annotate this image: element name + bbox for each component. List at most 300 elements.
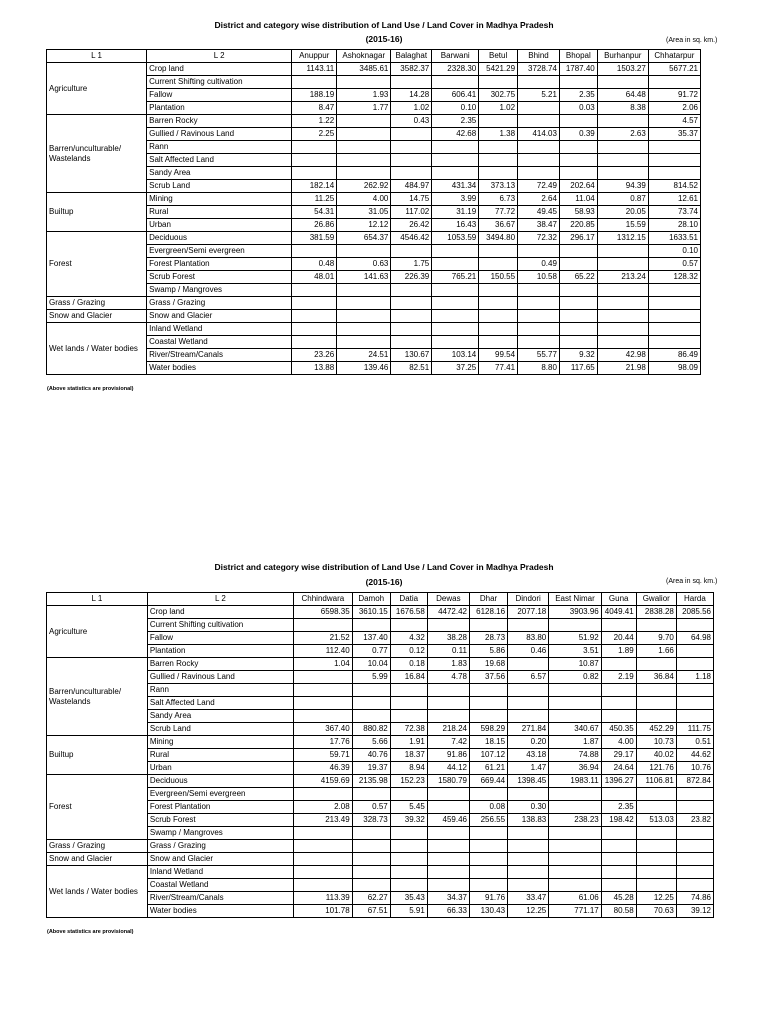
data-cell: 139.46 xyxy=(337,362,391,375)
data-cell xyxy=(559,323,597,336)
data-cell: 5677.21 xyxy=(648,63,700,76)
l1-category-barren-unculturable-wastelands: Barren/unculturable/ Wastelands xyxy=(47,658,148,736)
l1-category-snow-and-glacier: Snow and Glacier xyxy=(47,310,147,323)
data-cell: 94.39 xyxy=(597,180,648,193)
data-cell xyxy=(427,801,469,814)
data-cell xyxy=(636,684,676,697)
data-cell: 0.48 xyxy=(292,258,337,271)
data-cell xyxy=(648,154,700,167)
l2-label-river-stream-canals: River/Stream/Canals xyxy=(147,349,292,362)
data-cell: 13.88 xyxy=(292,362,337,375)
data-cell: 1580.79 xyxy=(427,775,469,788)
data-cell: 1.18 xyxy=(676,671,713,684)
data-cell: 10.58 xyxy=(518,271,560,284)
table-row xyxy=(47,63,701,76)
data-cell: 19.37 xyxy=(352,762,390,775)
data-cell xyxy=(601,853,636,866)
district-header-balaghat: Balaghat xyxy=(391,50,432,63)
data-cell: 0.46 xyxy=(508,645,549,658)
data-cell xyxy=(469,619,507,632)
data-cell: 0.77 xyxy=(352,645,390,658)
data-cell: 296.17 xyxy=(559,232,597,245)
data-cell: 117.02 xyxy=(391,206,432,219)
data-cell: 450.35 xyxy=(601,723,636,736)
data-cell: 340.67 xyxy=(549,723,601,736)
data-cell xyxy=(508,619,549,632)
data-cell: 1787.40 xyxy=(559,63,597,76)
data-cell xyxy=(432,76,479,89)
district-header-betul: Betul xyxy=(479,50,518,63)
table2-note: (Above statistics are provisional) xyxy=(47,929,134,935)
data-cell xyxy=(601,866,636,879)
data-cell xyxy=(292,310,337,323)
data-cell: 3.51 xyxy=(549,645,601,658)
table-row xyxy=(47,814,714,827)
data-cell: 5.21 xyxy=(518,89,560,102)
data-cell: 12.25 xyxy=(636,892,676,905)
data-cell xyxy=(479,336,518,349)
data-cell xyxy=(518,115,560,128)
data-cell: 20.05 xyxy=(597,206,648,219)
data-cell: 256.55 xyxy=(469,814,507,827)
data-cell: 1.02 xyxy=(391,102,432,115)
data-cell: 138.83 xyxy=(508,814,549,827)
data-cell: 2.35 xyxy=(559,89,597,102)
data-cell: 130.67 xyxy=(391,349,432,362)
table-row xyxy=(47,606,714,619)
data-cell xyxy=(390,788,427,801)
data-cell xyxy=(432,323,479,336)
data-cell xyxy=(479,258,518,271)
table-row xyxy=(47,645,714,658)
data-cell: 2085.56 xyxy=(676,606,713,619)
data-cell: 271.84 xyxy=(508,723,549,736)
data-cell: 152.23 xyxy=(390,775,427,788)
l2-label-coastal-wetland: Coastal Wetland xyxy=(147,336,292,349)
data-cell xyxy=(559,141,597,154)
l2-label-scrub-forest: Scrub Forest xyxy=(147,271,292,284)
data-cell: 765.21 xyxy=(432,271,479,284)
data-cell xyxy=(479,310,518,323)
district-header-bhind: Bhind xyxy=(518,50,560,63)
data-cell: 4159.69 xyxy=(294,775,353,788)
data-cell xyxy=(601,879,636,892)
data-cell xyxy=(352,827,390,840)
data-cell xyxy=(432,258,479,271)
data-cell: 38.47 xyxy=(518,219,560,232)
data-cell xyxy=(427,788,469,801)
data-cell: 6.73 xyxy=(479,193,518,206)
l2-label-snow-and-glacier: Snow and Glacier xyxy=(147,310,292,323)
data-cell xyxy=(479,323,518,336)
data-cell: 2.25 xyxy=(292,128,337,141)
data-cell: 4.00 xyxy=(601,736,636,749)
data-cell xyxy=(549,879,601,892)
data-cell xyxy=(636,658,676,671)
data-cell xyxy=(597,141,648,154)
data-cell: 3903.96 xyxy=(549,606,601,619)
data-cell xyxy=(518,167,560,180)
data-cell xyxy=(508,866,549,879)
data-cell: 771.17 xyxy=(549,905,601,918)
header-l1: L 1 xyxy=(47,50,147,63)
l2-label-salt-affected-land: Salt Affected Land xyxy=(147,697,293,710)
data-cell xyxy=(559,154,597,167)
data-cell xyxy=(337,115,391,128)
data-cell: 9.32 xyxy=(559,349,597,362)
data-cell xyxy=(390,710,427,723)
data-cell: 40.02 xyxy=(636,749,676,762)
data-cell: 11.04 xyxy=(559,193,597,206)
data-cell xyxy=(337,141,391,154)
data-cell xyxy=(390,879,427,892)
data-cell xyxy=(636,801,676,814)
data-cell xyxy=(597,323,648,336)
data-cell xyxy=(518,336,560,349)
data-cell: 1633.51 xyxy=(648,232,700,245)
l2-label-forest-plantation: Forest Plantation xyxy=(147,258,292,271)
data-cell xyxy=(518,76,560,89)
data-cell: 28.73 xyxy=(469,632,507,645)
data-cell xyxy=(391,323,432,336)
l2-label-gullied-ravinous-land: Gullied / Ravinous Land xyxy=(147,671,293,684)
data-cell: 4.78 xyxy=(427,671,469,684)
data-cell xyxy=(601,684,636,697)
l1-category-agriculture: Agriculture xyxy=(47,606,148,658)
data-cell: 70.63 xyxy=(636,905,676,918)
l2-label-scrub-land: Scrub Land xyxy=(147,723,293,736)
header-l2: L 2 xyxy=(147,50,292,63)
l2-label-forest-plantation: Forest Plantation xyxy=(147,801,293,814)
data-cell: 83.80 xyxy=(508,632,549,645)
data-cell: 59.71 xyxy=(294,749,353,762)
data-cell: 42.68 xyxy=(432,128,479,141)
l2-label-inland-wetland: Inland Wetland xyxy=(147,866,293,879)
data-cell: 141.63 xyxy=(337,271,391,284)
data-cell: 1106.81 xyxy=(636,775,676,788)
data-cell: 2838.28 xyxy=(636,606,676,619)
table-row xyxy=(47,749,714,762)
data-cell xyxy=(601,840,636,853)
data-cell xyxy=(601,697,636,710)
data-cell: 373.13 xyxy=(479,180,518,193)
data-cell xyxy=(479,284,518,297)
l2-label-gullied-ravinous-land: Gullied / Ravinous Land xyxy=(147,128,292,141)
data-cell: 10.76 xyxy=(676,762,713,775)
data-cell: 606.41 xyxy=(432,89,479,102)
table-row xyxy=(47,736,714,749)
data-cell xyxy=(508,710,549,723)
data-cell: 2.06 xyxy=(648,102,700,115)
l2-label-sandy-area: Sandy Area xyxy=(147,710,293,723)
data-cell xyxy=(648,284,700,297)
table-row xyxy=(47,905,714,918)
data-cell xyxy=(508,684,549,697)
table-row xyxy=(47,697,714,710)
data-cell: 6.57 xyxy=(508,671,549,684)
data-cell: 1.87 xyxy=(549,736,601,749)
table-row xyxy=(47,840,714,853)
table-row xyxy=(47,775,714,788)
data-cell: 26.42 xyxy=(391,219,432,232)
data-cell xyxy=(391,310,432,323)
data-cell xyxy=(390,619,427,632)
land-use-table-1 xyxy=(46,49,701,375)
data-cell xyxy=(676,827,713,840)
data-cell xyxy=(648,76,700,89)
data-cell: 137.40 xyxy=(352,632,390,645)
data-cell: 0.08 xyxy=(469,801,507,814)
data-cell: 3610.15 xyxy=(352,606,390,619)
data-cell xyxy=(294,840,353,853)
data-cell xyxy=(391,297,432,310)
data-cell: 1053.59 xyxy=(432,232,479,245)
data-cell: 3728.74 xyxy=(518,63,560,76)
l2-label-mining: Mining xyxy=(147,736,293,749)
data-cell: 8.94 xyxy=(390,762,427,775)
l2-label-grass-grazing: Grass / Grazing xyxy=(147,840,293,853)
data-cell: 1.02 xyxy=(479,102,518,115)
data-cell: 381.59 xyxy=(292,232,337,245)
data-cell: 4049.41 xyxy=(601,606,636,619)
data-cell: 18.15 xyxy=(469,736,507,749)
data-cell: 0.12 xyxy=(390,645,427,658)
data-cell: 0.10 xyxy=(648,245,700,258)
data-cell xyxy=(597,154,648,167)
data-cell xyxy=(469,827,507,840)
table-row xyxy=(47,193,701,206)
data-cell xyxy=(549,801,601,814)
data-cell: 0.20 xyxy=(508,736,549,749)
data-cell: 35.43 xyxy=(390,892,427,905)
data-cell: 1.83 xyxy=(427,658,469,671)
data-cell: 226.39 xyxy=(391,271,432,284)
header-l2: L 2 xyxy=(147,593,293,606)
data-cell: 14.28 xyxy=(391,89,432,102)
data-cell: 2.63 xyxy=(597,128,648,141)
data-cell xyxy=(549,710,601,723)
data-cell xyxy=(432,336,479,349)
data-cell: 12.61 xyxy=(648,193,700,206)
data-cell: 218.24 xyxy=(427,723,469,736)
data-cell xyxy=(676,879,713,892)
data-cell: 5.86 xyxy=(469,645,507,658)
data-cell xyxy=(337,167,391,180)
table-row xyxy=(47,866,714,879)
data-cell xyxy=(601,710,636,723)
data-cell: 17.76 xyxy=(294,736,353,749)
table1-note: (Above statistics are provisional) xyxy=(47,386,134,392)
data-cell: 51.92 xyxy=(549,632,601,645)
l2-label-rural: Rural xyxy=(147,749,293,762)
data-cell xyxy=(292,297,337,310)
data-cell xyxy=(337,310,391,323)
data-cell xyxy=(352,684,390,697)
data-cell xyxy=(479,297,518,310)
data-cell xyxy=(559,245,597,258)
l2-label-barren-rocky: Barren Rocky xyxy=(147,658,293,671)
data-cell: 1503.27 xyxy=(597,63,648,76)
district-header-gwalior: Gwalior xyxy=(636,593,676,606)
l1-category-grass-grazing: Grass / Grazing xyxy=(47,840,148,853)
data-cell: 0.57 xyxy=(352,801,390,814)
l2-label-deciduous: Deciduous xyxy=(147,232,292,245)
data-cell xyxy=(469,866,507,879)
data-cell: 0.10 xyxy=(432,102,479,115)
data-cell: 67.51 xyxy=(352,905,390,918)
data-cell xyxy=(469,879,507,892)
district-header-burhanpur: Burhanpur xyxy=(597,50,648,63)
data-cell: 4.00 xyxy=(337,193,391,206)
table-row xyxy=(47,632,714,645)
table-row xyxy=(47,801,714,814)
data-cell xyxy=(292,323,337,336)
data-cell: 36.67 xyxy=(479,219,518,232)
data-cell: 44.12 xyxy=(427,762,469,775)
data-cell: 1312.15 xyxy=(597,232,648,245)
data-cell: 2.08 xyxy=(294,801,353,814)
l2-label-plantation: Plantation xyxy=(147,102,292,115)
data-cell: 872.84 xyxy=(676,775,713,788)
data-cell xyxy=(479,115,518,128)
data-cell: 220.85 xyxy=(559,219,597,232)
data-cell: 4546.42 xyxy=(391,232,432,245)
data-cell: 5.66 xyxy=(352,736,390,749)
data-cell: 99.54 xyxy=(479,349,518,362)
data-cell xyxy=(636,697,676,710)
data-cell: 37.25 xyxy=(432,362,479,375)
data-cell xyxy=(518,323,560,336)
district-header-damoh: Damoh xyxy=(352,593,390,606)
l2-label-snow-and-glacier: Snow and Glacier xyxy=(147,853,293,866)
data-cell: 452.29 xyxy=(636,723,676,736)
data-cell: 10.87 xyxy=(549,658,601,671)
l2-label-crop-land: Crop land xyxy=(147,63,292,76)
data-cell xyxy=(479,245,518,258)
data-cell xyxy=(648,323,700,336)
data-cell: 7.42 xyxy=(427,736,469,749)
data-cell: 0.57 xyxy=(648,258,700,271)
data-cell: 45.28 xyxy=(601,892,636,905)
district-header-guna: Guna xyxy=(601,593,636,606)
data-cell xyxy=(549,788,601,801)
data-cell xyxy=(648,336,700,349)
data-cell xyxy=(391,141,432,154)
data-cell xyxy=(390,866,427,879)
data-cell: 302.75 xyxy=(479,89,518,102)
header-row xyxy=(47,593,714,606)
l1-category-builtup: Builtup xyxy=(47,736,148,775)
header-l1: L 1 xyxy=(47,593,148,606)
data-cell xyxy=(518,245,560,258)
data-cell xyxy=(648,297,700,310)
table-row xyxy=(47,323,701,336)
data-cell xyxy=(518,154,560,167)
data-cell: 15.59 xyxy=(597,219,648,232)
data-cell: 72.32 xyxy=(518,232,560,245)
data-cell: 1.22 xyxy=(292,115,337,128)
data-cell: 4472.42 xyxy=(427,606,469,619)
data-cell: 121.76 xyxy=(636,762,676,775)
l1-category-grass-grazing: Grass / Grazing xyxy=(47,297,147,310)
l2-label-deciduous: Deciduous xyxy=(147,775,293,788)
data-cell: 66.33 xyxy=(427,905,469,918)
data-cell: 62.27 xyxy=(352,892,390,905)
data-cell xyxy=(676,619,713,632)
data-cell xyxy=(427,840,469,853)
data-cell xyxy=(636,619,676,632)
data-cell: 2135.98 xyxy=(352,775,390,788)
data-cell xyxy=(518,141,560,154)
data-cell xyxy=(559,115,597,128)
data-cell xyxy=(549,619,601,632)
data-cell: 80.58 xyxy=(601,905,636,918)
data-cell xyxy=(549,866,601,879)
data-cell xyxy=(479,154,518,167)
data-cell xyxy=(432,154,479,167)
data-cell xyxy=(294,619,353,632)
data-cell: 16.43 xyxy=(432,219,479,232)
data-cell xyxy=(518,102,560,115)
data-cell xyxy=(432,141,479,154)
l2-label-swamp-mangroves: Swamp / Mangroves xyxy=(147,284,292,297)
data-cell: 61.06 xyxy=(549,892,601,905)
data-cell xyxy=(390,827,427,840)
data-cell xyxy=(676,840,713,853)
data-cell: 814.52 xyxy=(648,180,700,193)
data-cell: 112.40 xyxy=(294,645,353,658)
data-cell xyxy=(559,336,597,349)
district-header-datia: Datia xyxy=(390,593,427,606)
data-cell xyxy=(352,697,390,710)
data-cell xyxy=(337,154,391,167)
data-cell xyxy=(469,788,507,801)
data-cell xyxy=(469,710,507,723)
data-cell: 23.82 xyxy=(676,814,713,827)
data-cell xyxy=(648,310,700,323)
data-cell: 58.93 xyxy=(559,206,597,219)
l2-label-barren-rocky: Barren Rocky xyxy=(147,115,292,128)
data-cell: 77.72 xyxy=(479,206,518,219)
data-cell xyxy=(427,879,469,892)
l1-category-barren-unculturable-wastelands: Barren/unculturable/ Wastelands xyxy=(47,115,147,193)
district-header-bhopal: Bhopal xyxy=(559,50,597,63)
data-cell: 12.25 xyxy=(508,905,549,918)
data-cell: 213.49 xyxy=(294,814,353,827)
data-cell: 40.76 xyxy=(352,749,390,762)
data-cell xyxy=(337,336,391,349)
data-cell xyxy=(676,710,713,723)
data-cell: 29.17 xyxy=(601,749,636,762)
data-cell: 18.37 xyxy=(390,749,427,762)
data-cell xyxy=(292,284,337,297)
data-cell: 5421.29 xyxy=(479,63,518,76)
data-cell: 9.70 xyxy=(636,632,676,645)
data-cell xyxy=(469,697,507,710)
table-row xyxy=(47,762,714,775)
data-cell: 31.19 xyxy=(432,206,479,219)
data-cell xyxy=(597,258,648,271)
data-cell: 26.86 xyxy=(292,219,337,232)
l2-label-rann: Rann xyxy=(147,141,292,154)
data-cell xyxy=(597,297,648,310)
l2-label-current-shifting-cultivation: Current Shifting cultivation xyxy=(147,619,293,632)
data-cell: 238.23 xyxy=(549,814,601,827)
data-cell xyxy=(337,284,391,297)
data-cell: 2328.30 xyxy=(432,63,479,76)
data-cell: 82.51 xyxy=(391,362,432,375)
data-cell: 3485.61 xyxy=(337,63,391,76)
